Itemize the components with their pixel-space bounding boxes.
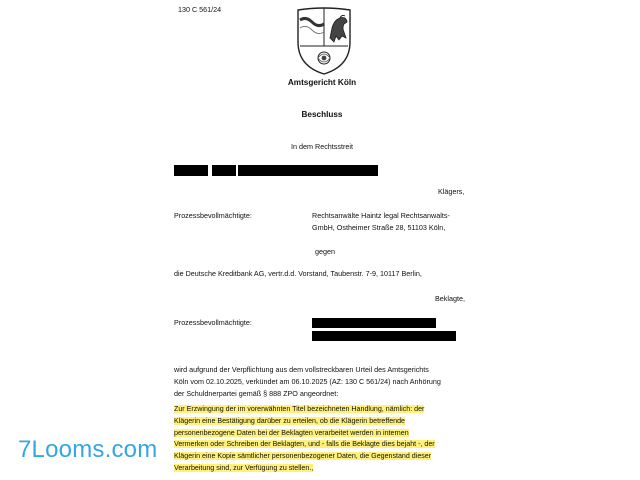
counsel-label: Prozessbevollmächtigte: [174,211,252,220]
site-watermark: 7Looms.com [18,436,158,463]
intro-text: In dem Rechtsstreit [291,142,353,151]
defendant-counsel-label: Prozessbevollmächtigte: [174,318,252,327]
highlighted-line: personenbezogene Daten bei der Beklagten verarbeitet werden in internen [174,428,409,437]
counsel-address-line: Rechtsanwälte Haintz legal Rechtsanwalts- [312,211,450,220]
defendant-role: Beklagte, [435,294,465,303]
redaction-bar [174,165,208,176]
highlighted-line: Klägerin eine Bestätigung darüber zu erteilen, ob die Klägerin betreffende [174,416,405,425]
redaction-bar [312,318,436,328]
highlighted-line: Verarbeitung sind, zur Verfügung zu stellen., [174,463,314,472]
plaintiff-role: Klägers, [438,187,465,196]
counsel-address-line: GmbH, Ostheimer Straße 28, 51103 Köln, [312,223,446,232]
redaction-bar [212,165,236,176]
body-line: der Schuldnerpartei gemäß § 888 ZPO angeordnet: [174,389,339,398]
coat-of-arms-icon [292,6,356,76]
defendant-text: die Deutsche Kreditbank AG, vertr.d.d. Vorstand, Taubenstr. 7-9, 10117 Berlin, [174,269,422,278]
redaction-bar [312,331,456,341]
highlighted-line: Klägerin eine Kopie sämtlicher personenbezogener Daten, die Gegenstand dieser [174,452,432,461]
coat-of-arms-emblem [292,6,356,76]
case-number: 130 C 561/24 [178,5,222,14]
document-title: Beschluss [301,110,343,119]
court-name: Amtsgericht Köln [287,78,357,87]
highlighted-line: Zur Erzwingung der im vorerwähnten Titel bezeichneten Handlung, nämlich: der [174,405,425,413]
body-line: wird aufgrund der Verpflichtung aus dem vollstreckbaren Urteil des Amtsgerichts [174,365,429,374]
highlighted-line: Vermerken oder Schreiben der Beklagten, und - falls die Beklagte dies bejaht -, der [174,440,435,449]
body-line: Köln vom 02.10.2025, verkündet am 06.10.2025 (AZ: 130 C 561/24) nach Anhörung [174,377,441,386]
versus-text: gegen [315,247,335,256]
highlighted-order-paragraph [174,404,474,475]
redaction-bar [238,165,378,176]
